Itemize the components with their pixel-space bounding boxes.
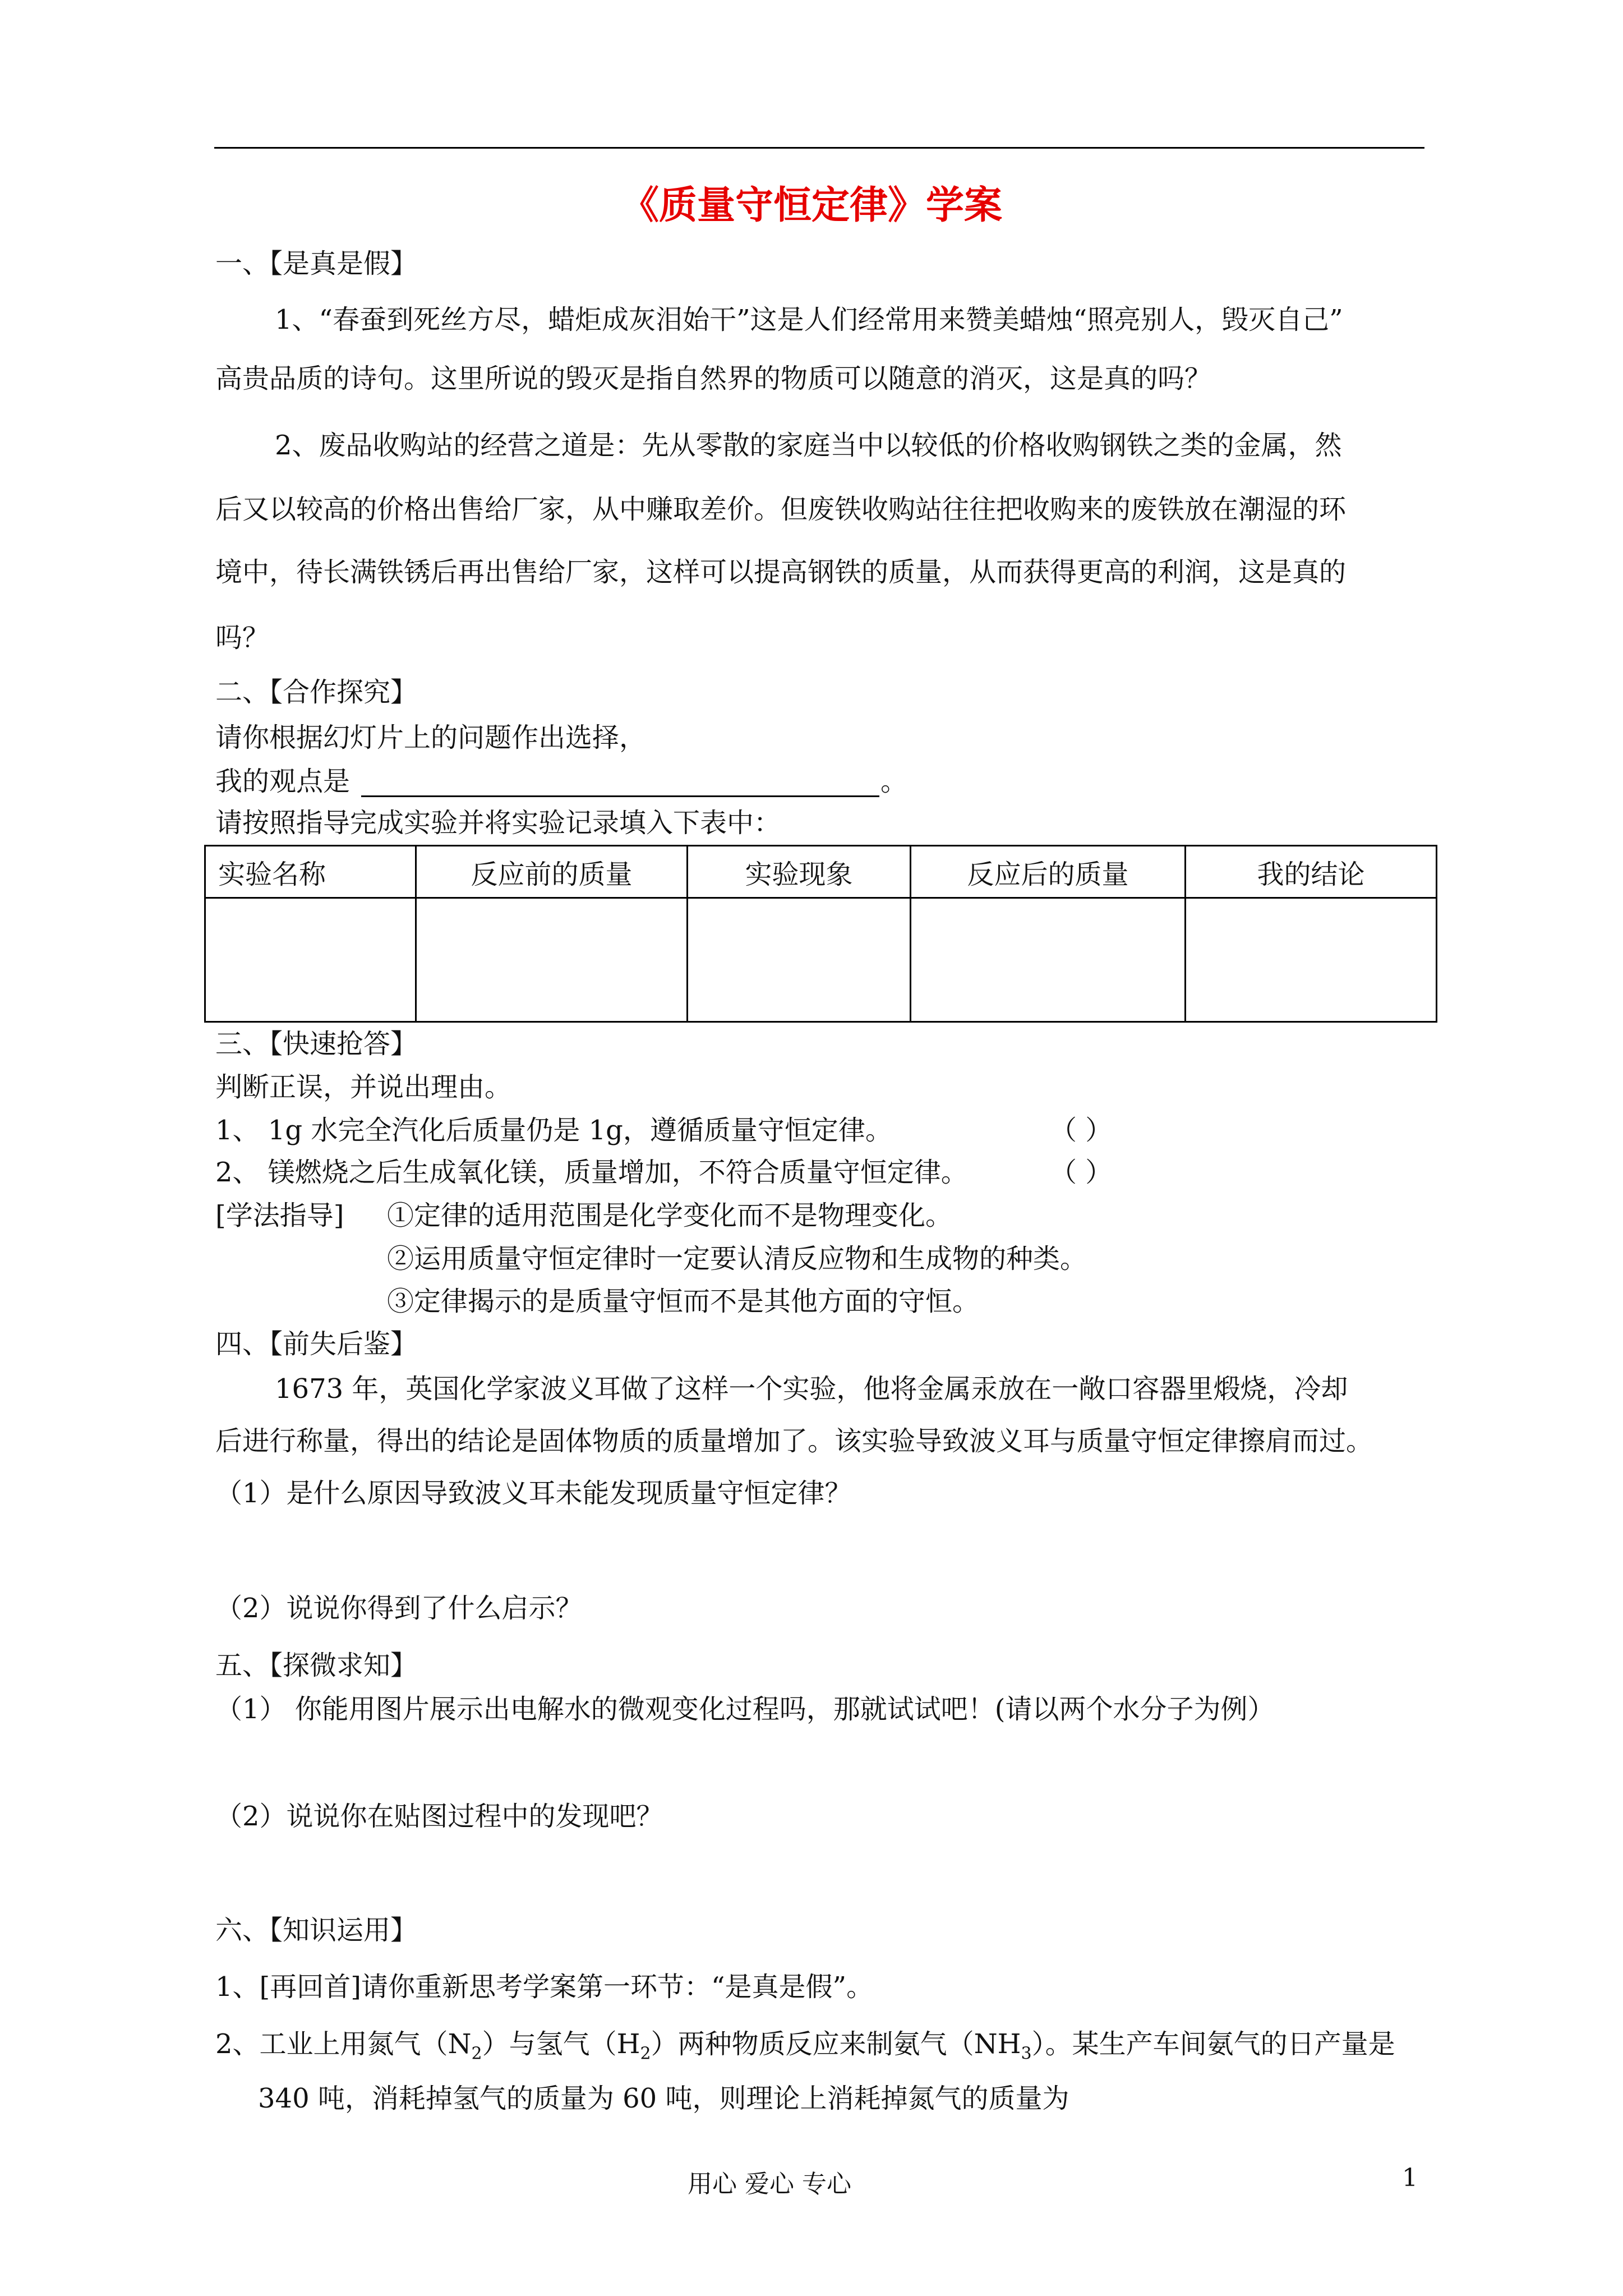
table-header-cell: 反应后的质量 — [911, 846, 1186, 898]
section3-intro: 判断正误，并说出理由。 — [215, 1071, 512, 1103]
section1-p2-line4: 吗？ — [215, 622, 270, 654]
section2-opinion-label: 我的观点是 — [215, 766, 351, 797]
q2-text-b: ）与氢气（H — [482, 2028, 640, 2060]
q2-text-d: ）。某生产车间氨气的日产量是 — [1031, 2028, 1395, 2060]
section4-heading: 四、【前失后鉴】 — [215, 1328, 418, 1360]
section4-q1: （1）是什么原因导致波义耳未能发现质量守恒定律？ — [215, 1478, 852, 1509]
section2-opinion-end: 。 — [880, 766, 908, 797]
experiment-table — [204, 845, 1437, 1023]
section6-q1: 1、[再回首]请你重新思考学案第一环节：“是真是假”。 — [215, 1971, 874, 2003]
footer-motto: 用心 爱心 专心 — [688, 2170, 851, 2198]
opinion-blank[interactable] — [361, 795, 879, 797]
section4-p-line2: 后进行称量，得出的结论是固体物质的质量增加了。该实验导致波义耳与质量守恒定律擦肩而过。 — [215, 1425, 1373, 1457]
page-number: 1 — [1402, 2164, 1418, 2192]
guide-label: [学法指导] — [215, 1200, 344, 1231]
table-cell[interactable] — [688, 898, 911, 1022]
section2-heading: 二、【合作探究】 — [215, 677, 418, 708]
section2-line1: 请你根据幻灯片上的问题作出选择， — [215, 722, 647, 753]
table-cell[interactable] — [1186, 898, 1437, 1022]
section3-heading: 三、【快速抢答】 — [215, 1028, 418, 1060]
section3-q1: 1、 1g 水完全汽化后质量仍是 1g，遵循质量守恒定律。 — [215, 1115, 892, 1146]
section6-heading: 六、【知识运用】 — [215, 1915, 418, 1946]
section2-line3: 请按照指导完成实验并将实验记录填入下表中： — [215, 807, 781, 839]
section1-p1-line1: 1、“春蚕到死丝方尽，蜡炬成灰泪始干”这是人们经常用来赞美蜡烛“照亮别人，毁灭自己” — [275, 304, 1343, 335]
section3-q2-answer[interactable]: （ ） — [1050, 1157, 1113, 1188]
section4-q2: （2）说说你得到了什么启示？ — [215, 1593, 583, 1624]
section3-q2: 2、 镁燃烧之后生成氧化镁，质量增加，不符合质量守恒定律。 — [215, 1157, 968, 1188]
table-header-cell: 反应前的质量 — [416, 846, 688, 898]
table-header-cell: 我的结论 — [1186, 846, 1437, 898]
q2-sub-h2: 2 — [640, 2044, 651, 2064]
q2-text-a: 2、工业上用氮气（N — [215, 2028, 472, 2060]
section5-q2: （2）说说你在贴图过程中的发现吧？ — [215, 1801, 663, 1832]
guide-item-3: ③定律揭示的是质量守恒而不是其他方面的守恒。 — [387, 1286, 980, 1317]
section6-q2-line2: 340 吨，消耗掉氢气的质量为 60 吨，则理论上消耗掉氮气的质量为 — [258, 2083, 1069, 2114]
q2-text-c: ）两种物质反应来制氨气（NH — [651, 2028, 1021, 2060]
section1-p2-line2: 后又以较高的价格出售给厂家，从中赚取差价。但废铁收购站往往把收购来的废铁放在潮湿的环 — [215, 494, 1347, 525]
table-cell[interactable] — [911, 898, 1186, 1022]
page-title: 《质量守恒定律》学案 — [620, 183, 1002, 228]
section3-q1-answer[interactable]: （ ） — [1050, 1115, 1113, 1146]
section6-q2-line1 — [215, 2027, 1395, 2071]
section4-p-line1: 1673 年，英国化学家波义耳做了这样一个实验，他将金属汞放在一敞口容器里煅烧，冷却 — [275, 1373, 1348, 1405]
table-cell[interactable] — [416, 898, 688, 1022]
table-header-cell: 实验名称 — [205, 846, 416, 898]
header-rule — [214, 147, 1424, 149]
table-header-row — [205, 846, 1437, 898]
section1-p2-line1: 2、废品收购站的经营之道是：先从零散的家庭当中以较低的价格收购钢铁之类的金属，然 — [275, 430, 1342, 461]
guide-item-1: ①定律的适用范围是化学变化而不是物理变化。 — [387, 1200, 953, 1231]
guide-item-2: ②运用质量守恒定律时一定要认清反应物和生成物的种类。 — [387, 1243, 1087, 1274]
section5-q1: （1） 你能用图片展示出电解水的微观变化过程吗，那就试试吧！(请以两个水分子为例） — [215, 1694, 1275, 1725]
section1-heading: 一、【是真是假】 — [215, 248, 418, 279]
section1-p1-line2: 高贵品质的诗句。这里所说的毁灭是指自然界的物质可以随意的消灭，这是真的吗？ — [215, 363, 1212, 394]
section1-p2-line3: 境中，待长满铁锈后再出售给厂家，这样可以提高钢铁的质量，从而获得更高的利润，这是真的 — [215, 556, 1347, 588]
table-cell[interactable] — [205, 898, 416, 1022]
q2-sub-n2: 2 — [471, 2044, 482, 2064]
table-header-cell: 实验现象 — [688, 846, 911, 898]
table-row — [205, 898, 1437, 1022]
q2-sub-nh3: 3 — [1021, 2044, 1032, 2064]
section5-heading: 五、【探微求知】 — [215, 1650, 418, 1681]
